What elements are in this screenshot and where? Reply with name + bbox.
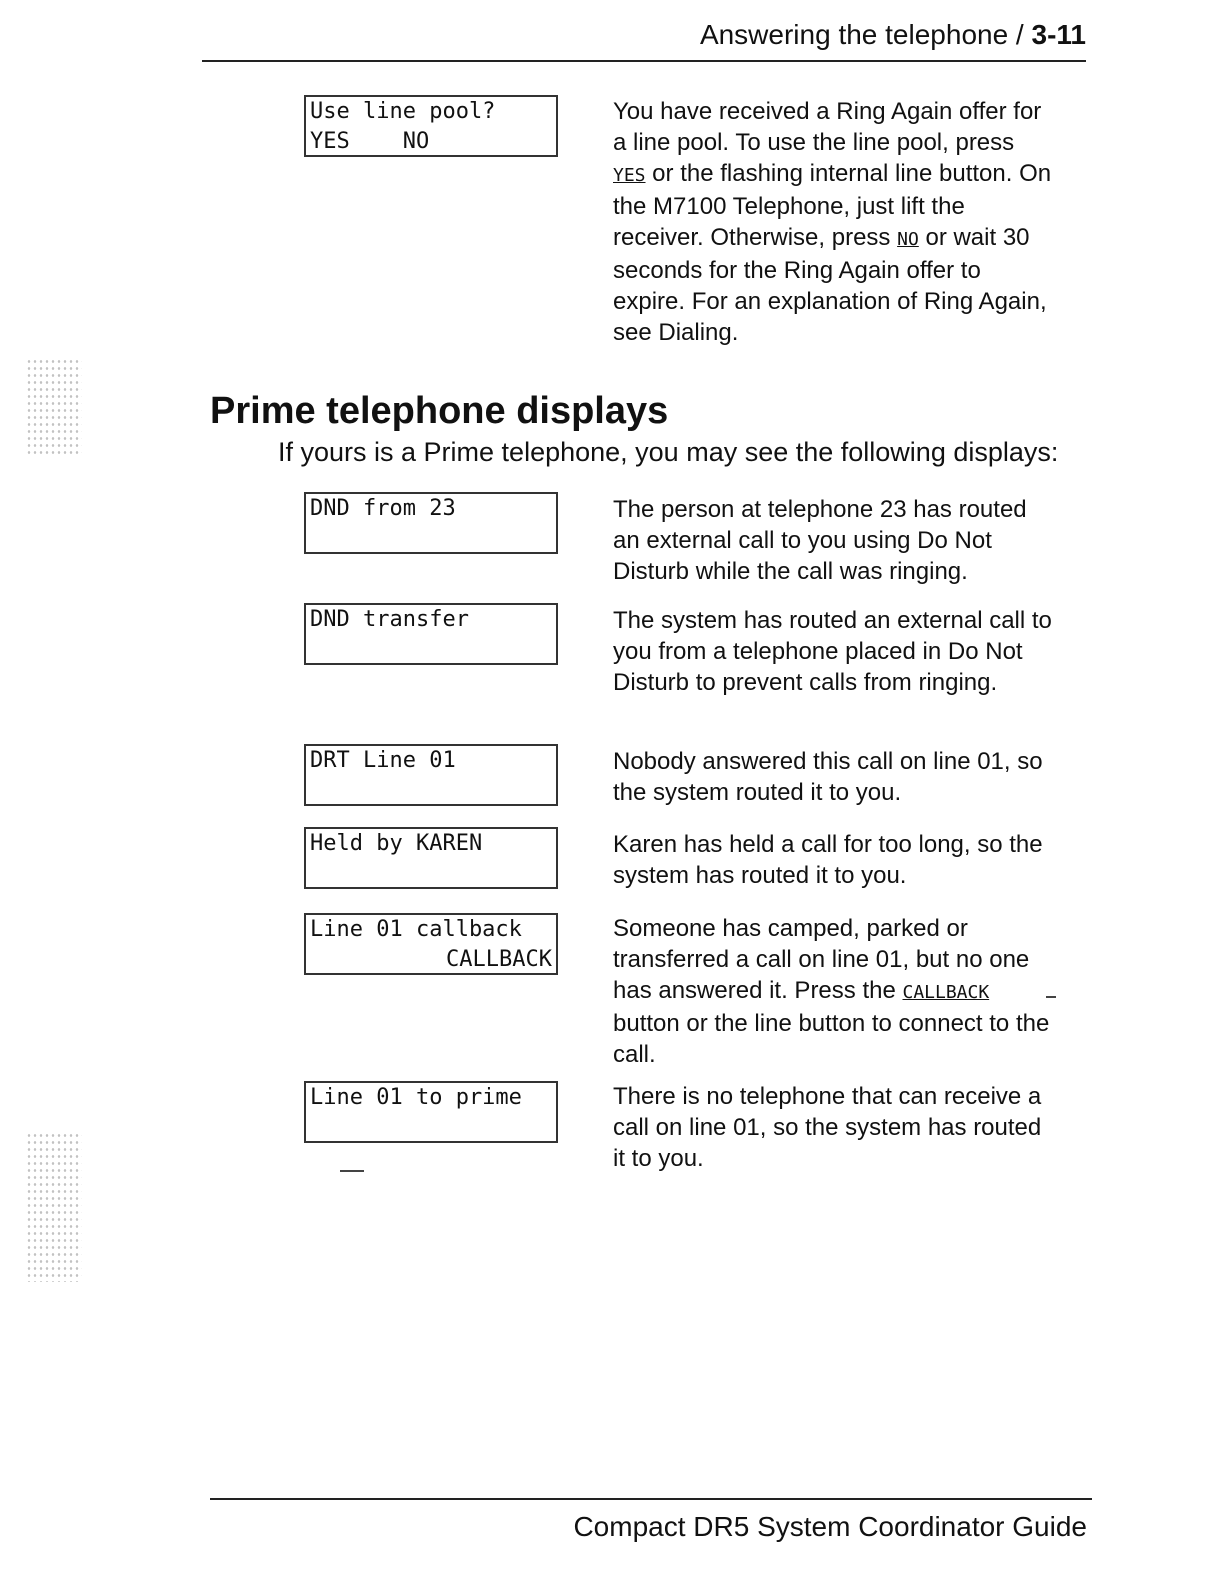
line-pool-description <box>613 96 1053 348</box>
header-section-text: Answering the telephone / <box>699 19 1032 50</box>
header-rule <box>202 60 1086 62</box>
callback-softkey-label: CALLBACK <box>902 982 990 1003</box>
scan-speckle-upper <box>26 358 82 458</box>
dnd-from-description: The person at telephone 23 has routed an external call to you using Do Not Disturb while the call was ringing. <box>613 496 1027 585</box>
stray-mark <box>340 1170 364 1172</box>
display-line-1: DND from 23 <box>310 496 456 521</box>
desc-text: button or the line button to connect to the call. <box>613 1010 1050 1068</box>
dnd-transfer-description: The system has routed an external call to you from a telephone placed in Do Not Disturb to prevent calls from ringing. <box>613 607 1052 696</box>
lcd-display-held-by <box>304 827 558 889</box>
display-line-1: Line 01 to prime <box>310 1085 522 1110</box>
display-line-1: DRT Line 01 <box>310 748 456 773</box>
desc-text: or the flashing internal line button. On the M7100 Telephone, just lift the receiver. Otherwise, press <box>613 160 1052 251</box>
lcd-display-dnd-from <box>304 492 558 554</box>
footer-rule <box>210 1498 1092 1500</box>
lcd-display-to-prime <box>304 1081 558 1143</box>
display-line-2 <box>310 635 552 665</box>
display-line-2: CALLBACK <box>446 947 552 972</box>
display-line-1: Line 01 callback <box>310 917 522 942</box>
lcd-display-line-pool <box>304 95 558 157</box>
section-intro: If yours is a Prime telephone, you may see the following displays: <box>278 437 1059 467</box>
desc-text: or wait 30 seconds for the Ring Again offer to expire. For an explanation of Ring Again, see Dialing. <box>613 224 1047 346</box>
display-line-2 <box>310 859 552 889</box>
display-line-2 <box>310 524 552 554</box>
lcd-display-callback <box>304 913 558 975</box>
display-line-1: Held by KAREN <box>310 831 483 856</box>
no-softkey-label: NO <box>897 229 919 250</box>
display-line-1: DND transfer <box>310 607 469 632</box>
desc-text: Someone has camped, parked or transferred a call on line 01, but no one has answered it. Press the <box>613 915 1030 1004</box>
callback-description <box>613 913 1053 1070</box>
running-header <box>700 19 1086 51</box>
desc-text: You have received a Ring Again offer for a line pool. To use the line pool, press <box>613 98 1042 156</box>
display-line-1: Use line pool? <box>310 99 496 124</box>
lcd-display-drt-line <box>304 744 558 806</box>
held-by-description: Karen has held a call for too long, so the system has routed it to you. <box>613 831 1043 889</box>
yes-softkey-label: YES <box>613 165 646 186</box>
drt-line-description: Nobody answered this call on line 01, so the system routed it to you. <box>613 748 1043 806</box>
page-number: 3-11 <box>1031 19 1086 50</box>
display-line-2: YES NO <box>310 129 430 154</box>
to-prime-description: There is no telephone that can receive a call on line 01, so the system has routed it to you. <box>613 1083 1042 1172</box>
lcd-display-dnd-transfer <box>304 603 558 665</box>
scan-speckle-lower <box>26 1132 82 1282</box>
display-line-2 <box>310 1113 552 1143</box>
section-title: Prime telephone displays <box>210 390 669 432</box>
footer-title: Compact DR5 System Coordinator Guide <box>573 1511 1087 1542</box>
display-line-2 <box>310 776 552 806</box>
